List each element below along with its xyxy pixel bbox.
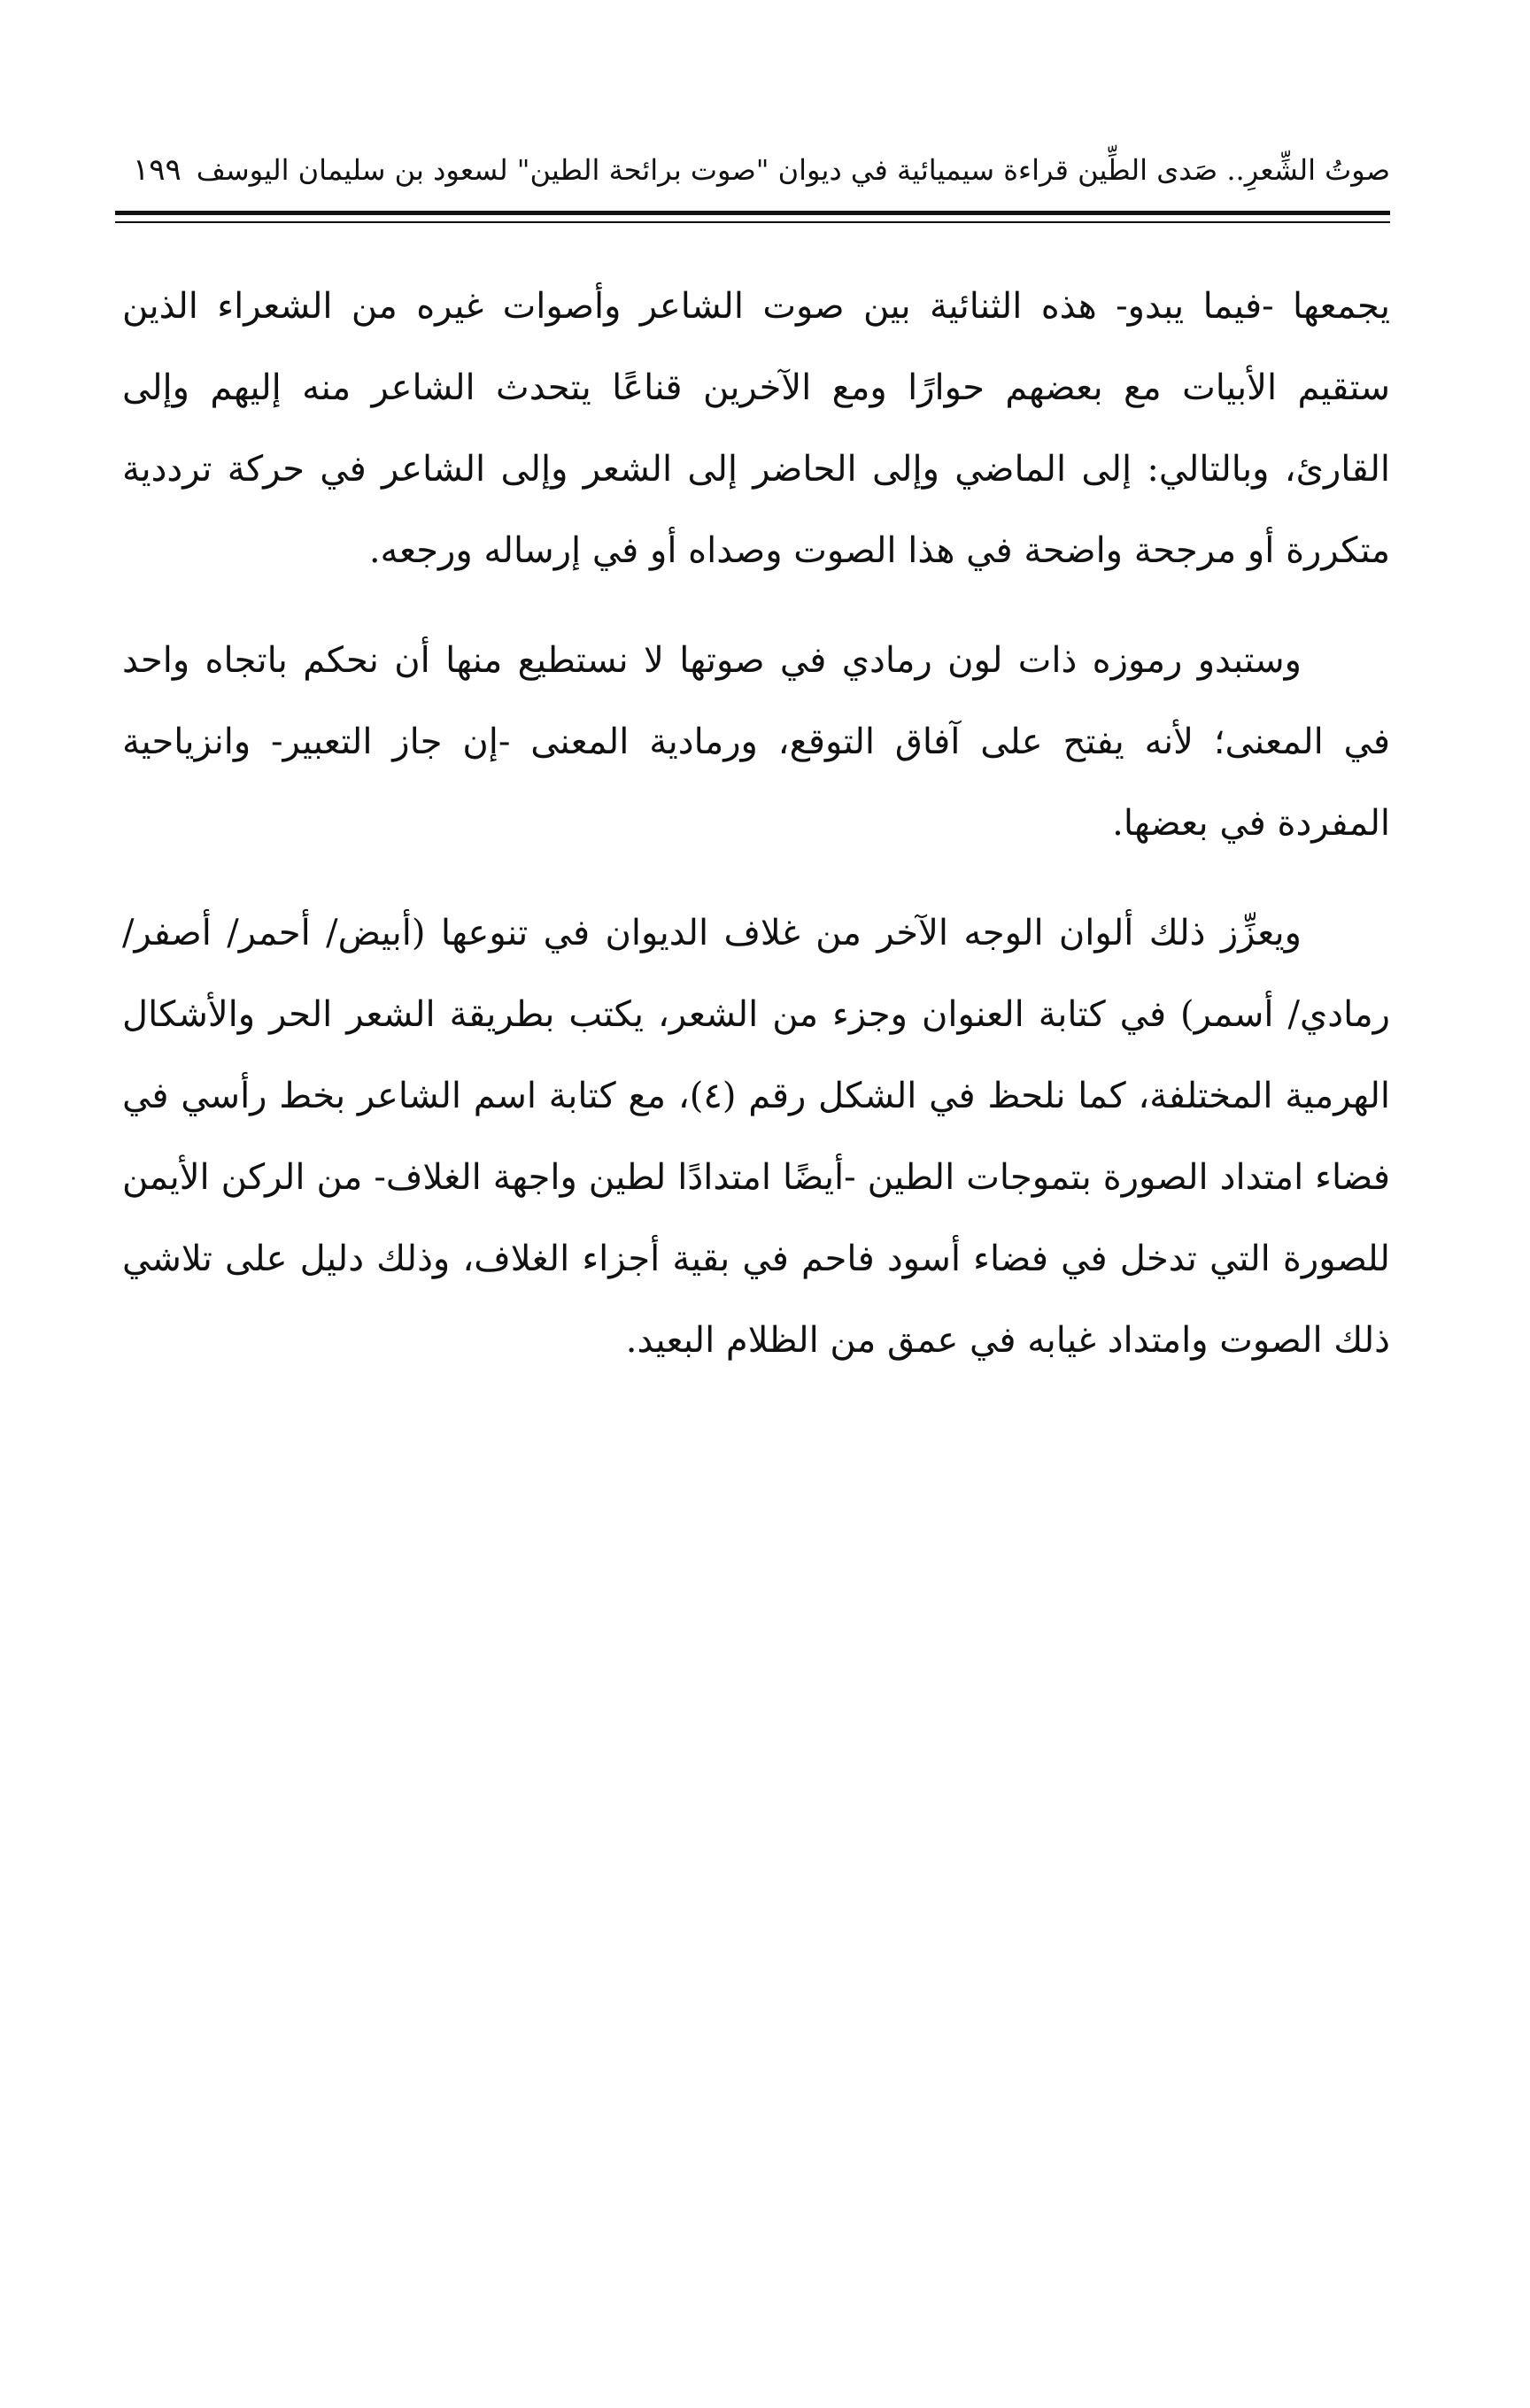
paragraph-1: يجمعها -فيما يبدو- هذه الثنائية بين صوت الشاعر وأصوات غيره من الشعراء الذين ستقيم الأبيات مع بعضهم حوارًا ومع الآخرين قناعًا يتحدث الشاعر منه إليهم وإلى القارئ، وبالتالي: إلى الماضي وإلى الحاضر إلى الشعر وإلى الشاعر في حركة ترددية متكررة أو مرجحة واضحة في هذا الصوت وصداه أو في إرساله ورجعه. bbox=[122, 286, 1390, 571]
running-header bbox=[115, 149, 1390, 202]
page-number: ١٩٩ bbox=[133, 152, 182, 188]
header-rule-thin bbox=[115, 221, 1390, 223]
paragraph-2: وستبدو رموزه ذات لون رمادي في صوتها لا نستطيع منها أن نحكم باتجاه واحد في المعنى؛ لأنه يفتح على آفاق التوقع، ورمادية المعنى -إن جاز التعبير- وانزياحية المفردة في بعضها. bbox=[122, 640, 1390, 844]
paragraph-3: ويعزِّز ذلك ألوان الوجه الآخر من غلاف الديوان في تنوعها (أبيض/ أحمر/ أصفر/ رمادي/ أسمر) في كتابة العنوان وجزء من الشعر، يكتب بطريقة الشعر الحر والأشكال الهرمية المختلفة، كما نلحظ في الشكل رقم (٤)، مع كتابة اسم الشاعر بخط رأسي في فضاء امتداد الصورة بتموجات الطين -أيضًا امتدادًا لطين واجهة الغلاف- من الركن الأيمن للصورة التي تدخل في فضاء أسود فاحم في بقية أجزاء الغلاف، وذلك دليل على تلاشي ذلك الصوت وامتداد غيابه في عمق من الظلام البعيد. bbox=[122, 913, 1390, 1361]
header-rule-thick bbox=[115, 211, 1390, 215]
header-title: صوتُ الشِّعرِ.. صَدى الطِّين قراءة سيميائية في ديوان "صوت برائحة الطين" لسعود بن سليمان اليوسف bbox=[196, 153, 1390, 187]
body-text bbox=[122, 266, 1390, 1409]
